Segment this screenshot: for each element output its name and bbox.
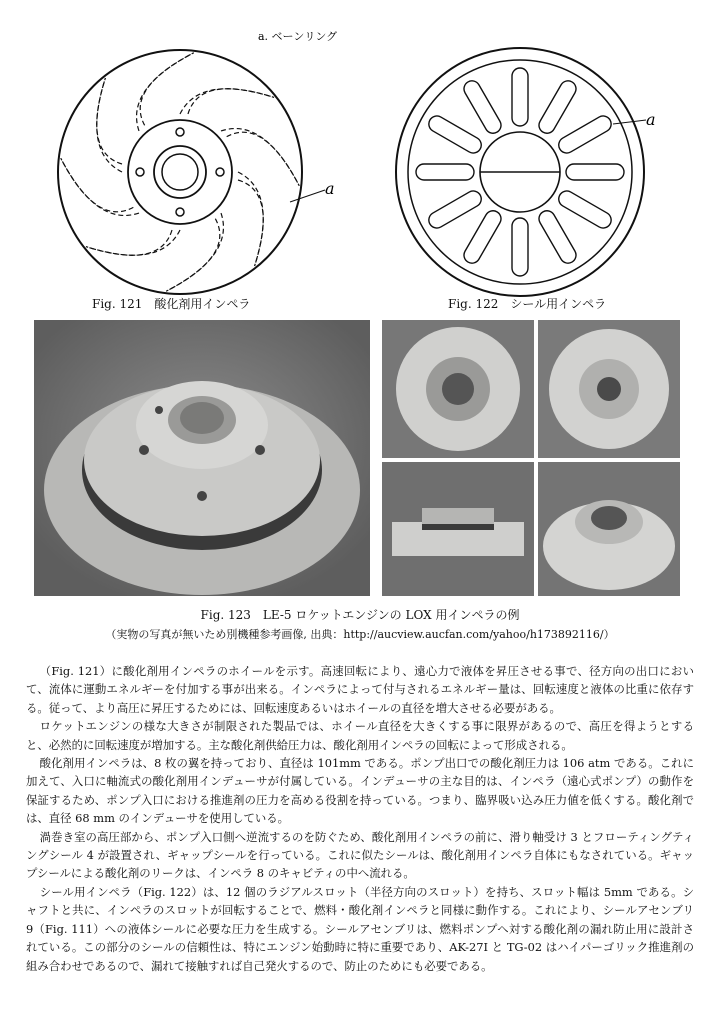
body-text	[26, 662, 694, 975]
vane-line	[140, 53, 194, 126]
figure-123-photo-front-right	[538, 320, 680, 458]
radial-slot	[536, 208, 579, 266]
vane-line	[86, 230, 180, 255]
radial-slot	[461, 78, 504, 136]
figure-123-photo-front-left	[382, 320, 534, 458]
radial-slot	[512, 68, 528, 126]
radial-slot	[512, 218, 528, 276]
figure-123-photo-side	[382, 462, 534, 596]
radial-slot	[556, 113, 614, 156]
paragraph: シール用インペラ（Fig. 122）は、12 個のラジアルスロット（半径方向のスロット）を持ち、スロット幅は 5mm である。シャフトと共に、インペラのスロットが回転することで、燃料・酸化剤インペラと同様に動作する。これにより、シールアセンブリ 9（Fig. 111）への液体シールに必要な圧力を生成する。シールアセンブリは、燃料ポンプへ対する酸化剤の漏れ防止用に設計されている。この部分のシールの信頼性は、特にエンジン始動時に特に重要であり、AK-27I と TG-02 はハイパーゴリック推進剤の組み合わせであるので、漏れて接触すれば自己発火するので、防止のためにも必要である。	[26, 884, 694, 973]
radial-slot	[416, 164, 474, 180]
paragraph: 渦巻き室の高圧部から、ポンプ入口側へ逆流するのを防ぐため、酸化剤用インペラの前に、滑り軸受け 3 とフローティングティングシール 4 が設置され、ギャップシールを行っている。これに似たシールは、酸化剤用インペラ自体にもなされている。ギャップシールによる酸化剤のリークは、インペラ 8 のキャビティの中へ流れる。	[26, 829, 694, 881]
radial-slot	[556, 188, 614, 231]
figure-123-caption: Fig. 123 LE-5 ロケットエンジンの LOX 用インペラの例	[200, 608, 520, 622]
paragraph: ロケットエンジンの様な大きさが制限された製品では、ホイール直径を大きくする事に限界があるので、高圧を得ようとすると、必然的に回転速度が増加する。主な酸化剤供給圧力は、酸化剤用インペラの回転によって形成される。	[26, 719, 694, 752]
figure-122-caption: Fig. 122 シール用インペラ	[448, 297, 607, 311]
vane-line	[227, 132, 300, 186]
radial-slot	[566, 164, 624, 180]
figure-121-label-a: a	[325, 179, 335, 198]
radial-slot	[461, 208, 504, 266]
radial-slot	[536, 78, 579, 136]
figure-122-label-a: a	[646, 110, 656, 129]
figure-123-photo-angle	[538, 462, 680, 596]
vane-line	[61, 158, 134, 212]
figure-122-drawing	[388, 22, 688, 297]
vane-line	[97, 78, 122, 164]
paragraph: （Fig. 121）に酸化剤用インペラのホイールを示す。高速回転により、遠心力で液体を昇圧させる事で、径方向の出口において、流体に運動エネルギーを付加する事が出来る。インペラによって付与されるエネルギー量は、回転速度と液体の比重に依存する。従って、より高圧に昇圧するためには、回転速度あるいはホイールの直径を増大させる必要がある。	[26, 664, 694, 715]
vane-line	[238, 172, 263, 266]
figure-121-vane-ring-note: a. ベーンリング	[258, 30, 338, 43]
figure-121-drawing	[40, 22, 340, 297]
figure-123-source: （実物の写真が無いため別機種参考画像, 出典：http://aucview.aucfan.com/yahoo/h173892116/）	[105, 628, 615, 641]
radial-slot	[426, 113, 484, 156]
figure-123-photo-main	[34, 320, 370, 596]
vane-line	[86, 230, 172, 255]
vane-line	[180, 89, 274, 114]
radial-slot	[426, 188, 484, 231]
vane-line	[238, 180, 263, 266]
paragraph: 酸化剤用インペラは、8 枚の翼を持っており、直径は 101mm である。ポンプ出口での酸化剤圧力は 106 atm である。これに加えて、入口に軸流式の酸化剤用インデューサが付属している。インデューサの主な目的は、インペラ（遠心式ポンプ）の動作を保証するため、ポンプ入口における推進剤の圧力を高める役割を持っている。つまり、臨界吸い込み圧力値を低くする。酸化剤では、直径 68 mm のインデューサを使用している。	[26, 756, 694, 826]
figure-121-caption: Fig. 121 酸化剤用インペラ	[92, 297, 251, 311]
vane-line	[97, 78, 122, 172]
vane-line	[166, 219, 220, 292]
vane-line	[188, 89, 274, 114]
